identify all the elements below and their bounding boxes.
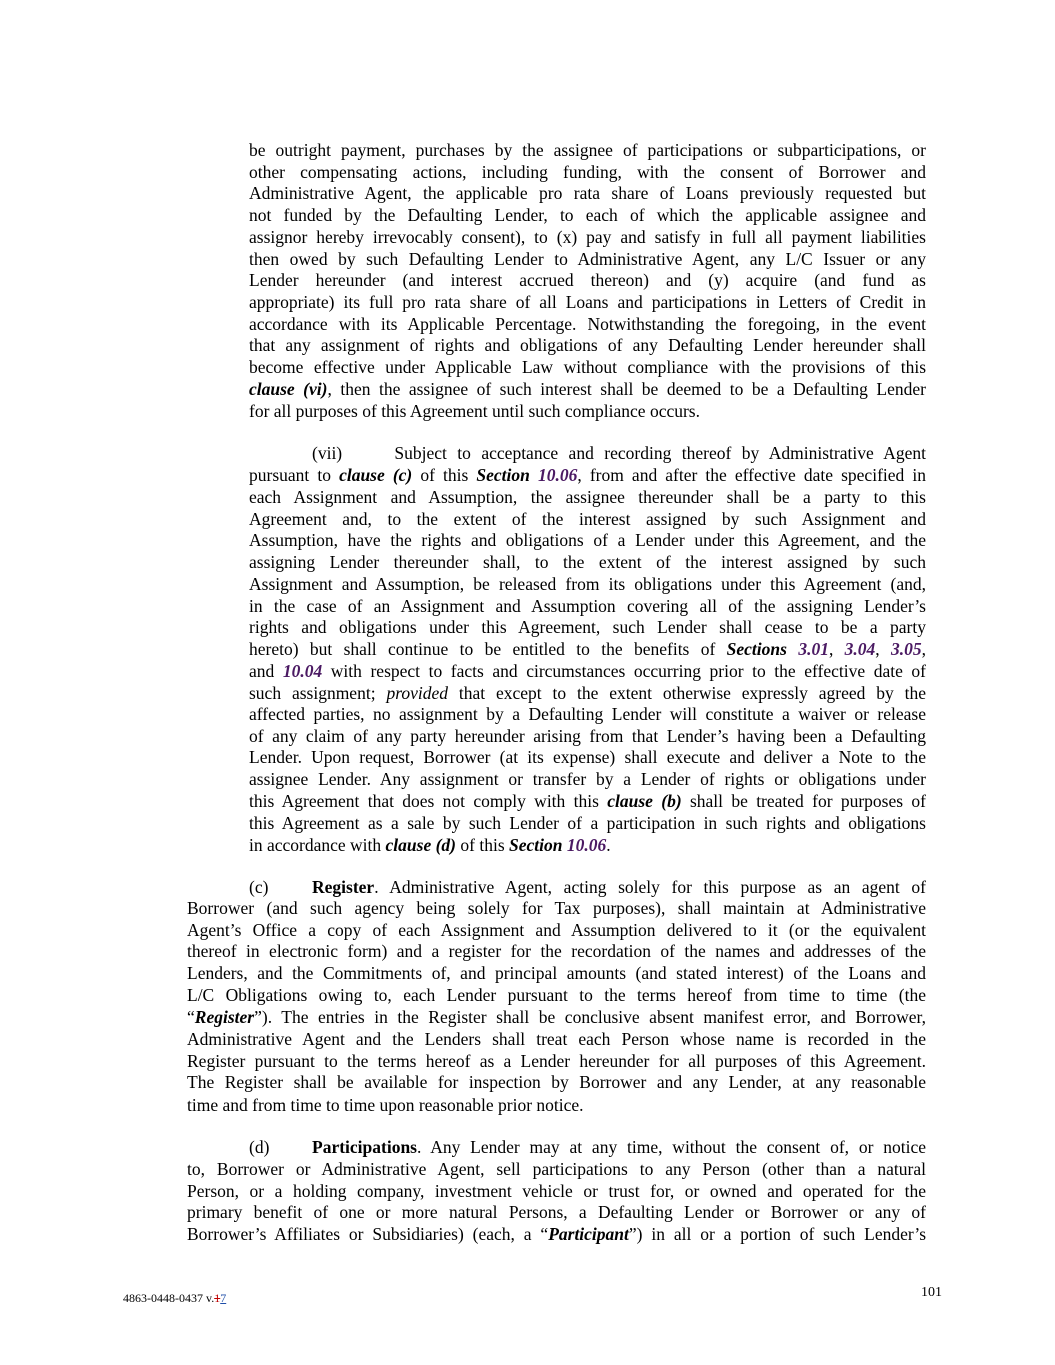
text-line: “Register”). The entries in the Register shall be conclusive absent manifest error, and Borrower, [187,1007,926,1027]
text-line: hereto) but shall continue to be entitled to the benefits of Sections 3.01, 3.04, 3.05, [249,639,927,659]
text-line: Lender hereunder (and interest accrued thereon) and (y) acquire (and fund as [249,270,926,291]
text-line: accordance with its Applicable Percentage. Notwithstanding the foregoing, in the event [249,313,926,334]
section-link[interactable]: 10.06 [537,465,578,485]
text-line: Register. Administrative Agent, acting solely for this purpose as an agent of [312,877,926,897]
text-line: The Register shall be available for inspection by Borrower and any Lender, at any reasonable [187,1072,926,1093]
text-line: Lender. Upon request, Borrower (at its expense) shall execute and deliver a Note to the [249,747,926,768]
text-line: thereof in electronic form) and a register for the recordation of the names and addresses of the [187,941,926,962]
text-line: then owed by such Defaulting Lender to Administrative Agent, any L/C Issuer or any [249,248,926,269]
section-heading-register: Register [312,877,375,897]
text-line: assignee Lender. Any assignment or transfer by a Lender of rights or obligations under [249,769,926,790]
text-line: of any claim of any party hereunder arising from that Lender’s having been a Defaulting [249,725,926,746]
subclause-vii-first-line: (vii) Subject to acceptance and recording thereof by Administrative Agent [312,443,926,463]
text-line: clause (vi), then the assignee of such interest shall be deemed to be a Defaulting Lender [249,379,926,399]
text-line: this Agreement as a sale by such Lender of a participation in such rights and obligations [249,813,926,833]
text-line: Person, or a holding company, investment vehicle or trust for, or owned and operated for the [187,1180,926,1201]
clause-reference: clause (c) [339,465,413,485]
text-line: Agent’s Office a copy of each Assignment and Assumption delivered to it (or the equivalent [187,919,926,940]
text-line: that any assignment of rights and obligations of any Defaulting Lender hereunder shall [249,335,926,356]
text-line: rights and obligations under this Agreement, such Lender shall cease to be a party [249,617,926,638]
section-link[interactable]: 3.05 [891,639,922,659]
text-line: assignor hereby irrevocably consent), to (x) pay and satisfy in full all payment liabilities [249,226,926,247]
text-line: Borrower’s Affiliates or Subsidiaries) (each, a “Participant”) in all or a portion of such Lender’s [187,1224,927,1244]
section-heading-participations: Participations [312,1137,417,1157]
section-label-d: (d) [249,1137,270,1157]
text-line: to, Borrower or Administrative Agent, sell participations to any Person (other than a natural [187,1159,926,1179]
text-line: such assignment; provided that except to the extent otherwise expressly agreed by the [249,683,927,703]
defined-term: Participant [548,1224,629,1244]
text-line: Administrative Agent, the applicable pro rata share of Loans previously requested but [249,183,926,204]
text-line: affected parties, no assignment by a Defaulting Lender will constitute a waiver or release [249,704,926,724]
text-line: pursuant to clause (c) of this Section 10.06, from and after the effective date specified in [249,465,926,485]
clause-reference: clause (vi) [249,379,328,399]
page-number: 101 [921,1285,942,1300]
text-line: Borrower (and such agency being solely for Tax purposes), shall maintain at Administrative [187,898,926,918]
text-line: this Agreement that does not comply with this clause (b) shall be treated for purposes of [249,791,926,811]
text-line: for all purposes of this Agreement until such compliance occurs. [249,401,700,421]
clause-reference: clause (d) [385,835,457,855]
document-id: 4863-0448-0437 v.17 [123,1291,227,1305]
section-link[interactable]: 3.04 [844,639,876,659]
text-line: Agreement and, to the extent of the interest assigned by such Assignment and [249,508,926,529]
text-line: Assignment and Assumption, be released from its obligations under this Agreement (and, [249,573,926,594]
text-line: Participations. Any Lender may at any time, without the consent of, or notice [312,1137,926,1157]
text-line: Lenders, and the Commitments of, and principal amounts (and stated interest) of the Loans and [187,963,926,984]
version-inserted: 7 [220,1291,227,1305]
text-line: assigning Lender thereunder shall, to the extent of the interest assigned by such [249,552,926,573]
clause-reference: clause (b) [607,791,682,811]
text-line: become effective under Applicable Law without compliance with the provisions of this [249,357,926,377]
text-line: and 10.04 with respect to facts and circumstances occurring prior to the effective date of [249,661,926,681]
text-line: be outright payment, purchases by the assignee of participations or subparticipations, or [249,140,926,160]
section-link[interactable]: 10.04 [282,661,323,681]
section-label-c: (c) [249,877,269,897]
text-line: L/C Obligations owing to, each Lender pursuant to the terms hereof from time to time (the [187,984,926,1005]
text-line: not funded by the Defaulting Lender, to each of which the applicable assignee and [249,205,926,226]
text-line: appropriate) its full pro rata share of all Loans and participations in Letters of Credit in [249,291,926,312]
text-line: other compensating actions, including funding, with the consent of Borrower and [249,161,926,182]
text-line: primary benefit of one or more natural Persons, a Defaulting Lender or Borrower or any of [187,1202,926,1223]
version-deleted: 1 [214,1291,221,1305]
section-link[interactable]: 3.01 [798,639,829,659]
text-line: each Assignment and Assumption, the assignee thereunder shall be a party to this [249,487,926,507]
text-line: in the case of an Assignment and Assumption covering all of the assigning Lender’s [249,595,926,616]
text-line: Register pursuant to the terms hereof as a Lender hereunder for all purposes of this Agreement. [187,1050,926,1071]
text-line: time and from time to time upon reasonable prior notice. [187,1095,584,1115]
text-line: in accordance with clause (d) of this Section 10.06. [249,835,611,855]
section-link[interactable]: 10.06 [566,835,607,855]
defined-term: Register [194,1007,255,1027]
text-line: Administrative Agent and the Lenders shall treat each Person whose name is recorded in the [187,1029,926,1049]
text-line: Assumption, have the rights and obligations of a Lender under this Agreement, and the [249,530,926,551]
